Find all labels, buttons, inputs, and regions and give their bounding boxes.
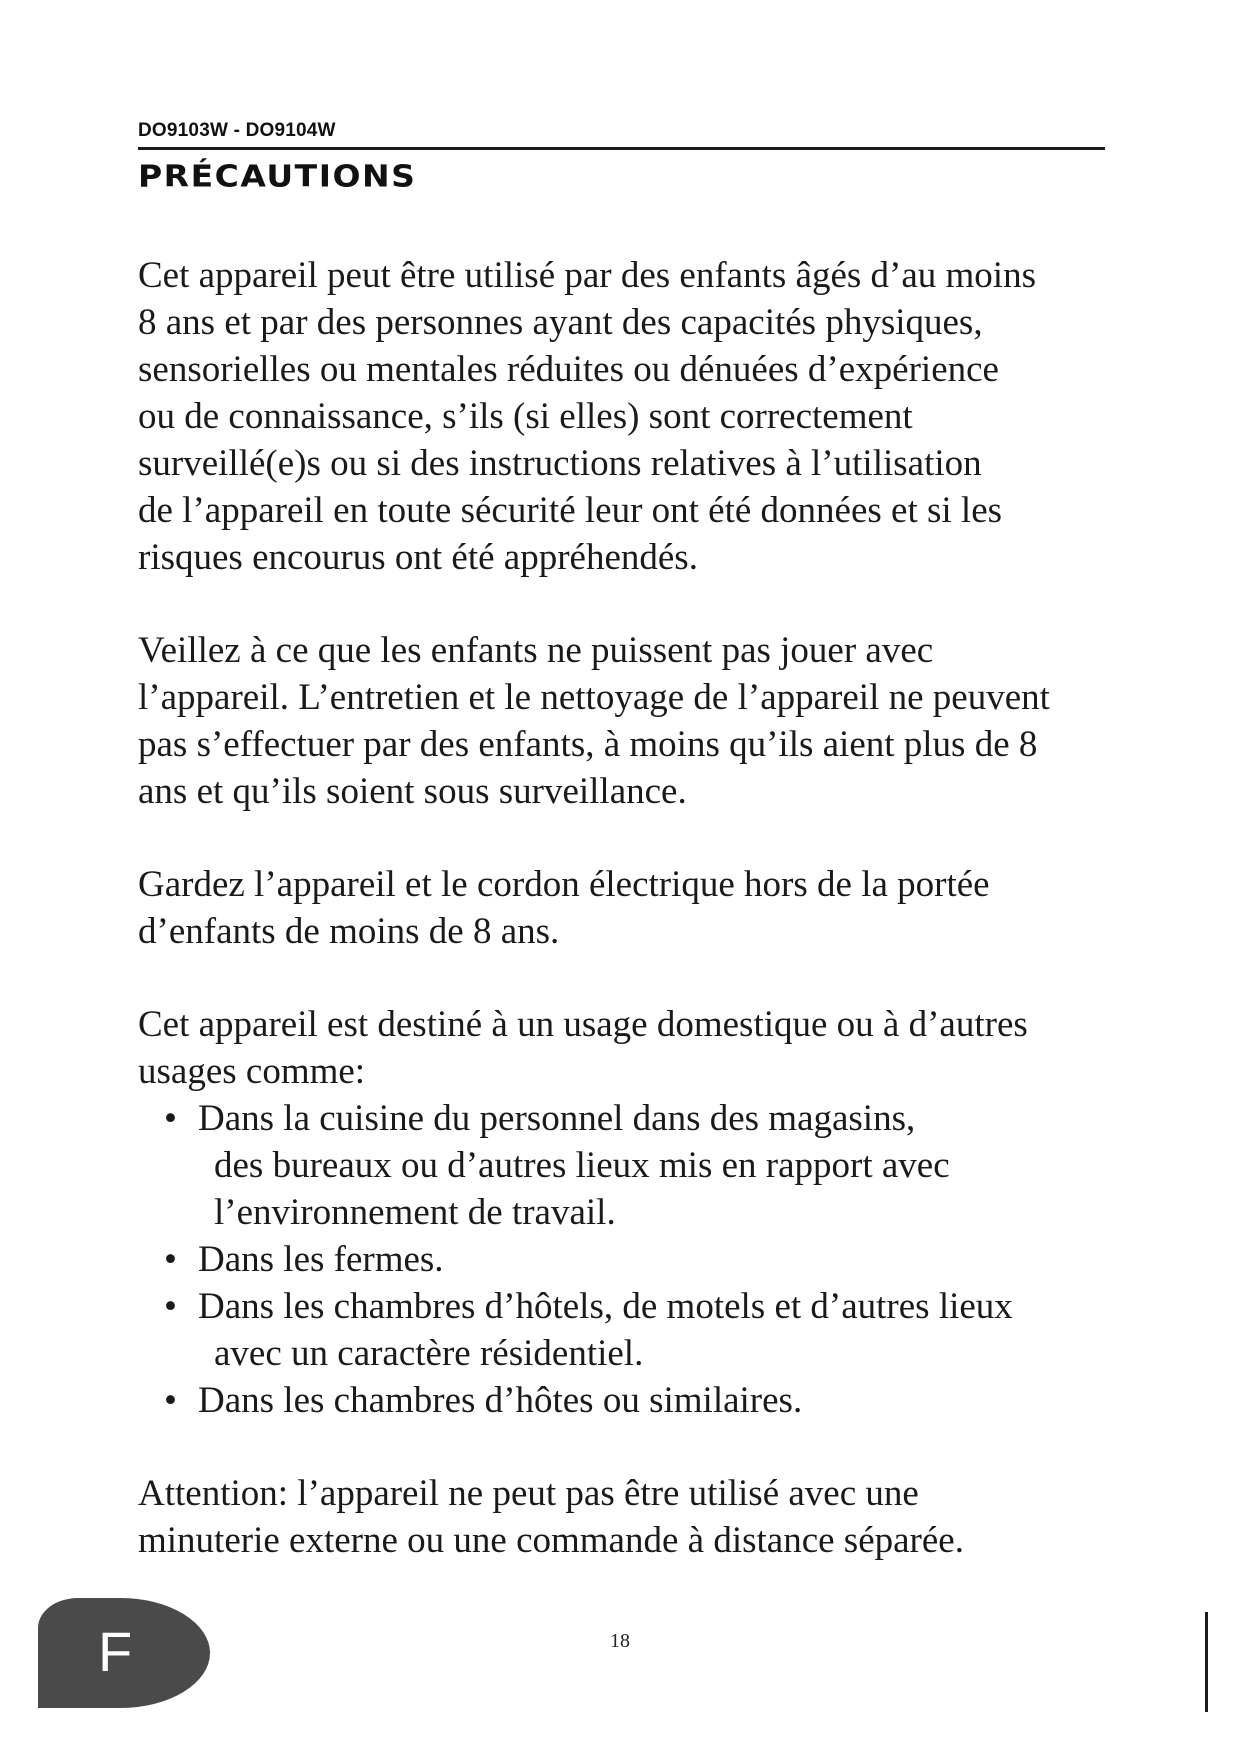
text-line: d’enfants de moins de 8 ans. <box>138 911 560 952</box>
text-line: Dans les chambres d’hôtes ou similaires. <box>198 1380 803 1421</box>
text-line: des bureaux ou d’autres lieux mis en rapport avec <box>214 1145 950 1186</box>
text-line: de l’appareil en toute sécurité leur ont été données et si les <box>138 490 1003 531</box>
text-line: Attention: l’appareil ne peut pas être utilisé avec une <box>138 1473 919 1514</box>
page-title: PRÉCAUTIONS <box>138 158 417 194</box>
document-body <box>138 252 1118 1610</box>
text-line: risques encourus ont été appréhendés. <box>138 537 698 578</box>
list-item <box>138 1377 1118 1424</box>
page-number: 18 <box>610 1630 630 1652</box>
usage-list <box>138 1095 1118 1424</box>
text-line: ou de connaissance, s’ils (si elles) sont correctement <box>138 396 913 437</box>
text-line: minuterie externe ou une commande à distance séparée. <box>138 1520 964 1561</box>
bullet-icon: • <box>164 1286 177 1327</box>
language-tab-label: F <box>98 1620 133 1683</box>
text-line: sensorielles ou mentales réduites ou dénuées d’expérience <box>138 349 999 390</box>
text-line: ans et qu’ils soient sous surveillance. <box>138 771 687 812</box>
header-divider <box>138 147 1105 150</box>
text-line: l’appareil. L’entretien et le nettoyage de l’appareil ne peuvent <box>138 677 1050 718</box>
paragraph-usage-persons <box>138 252 1118 581</box>
text-line: Gardez l’appareil et le cordon électrique hors de la portée <box>138 864 990 905</box>
bullet-icon: • <box>164 1380 177 1421</box>
list-item <box>138 1095 1118 1236</box>
paragraph-attention <box>138 1470 1118 1564</box>
paragraph-cord-reach <box>138 861 1118 955</box>
text-line: Cet appareil est destiné à un usage domestique ou à d’autres <box>138 1004 1028 1045</box>
paragraph-intended-use <box>138 1001 1118 1095</box>
text-line: Cet appareil peut être utilisé par des enfants âgés d’au moins <box>138 255 1036 296</box>
text-line: usages comme: <box>138 1051 366 1092</box>
bullet-icon: • <box>164 1239 177 1280</box>
list-item <box>138 1236 1118 1283</box>
text-line: Dans les chambres d’hôtels, de motels et d’autres lieux <box>198 1286 1013 1327</box>
list-item <box>138 1283 1118 1377</box>
bullet-icon: • <box>164 1098 177 1139</box>
text-line: 8 ans et par des personnes ayant des capacités physiques, <box>138 302 983 343</box>
text-line: surveillé(e)s ou si des instructions relatives à l’utilisation <box>138 443 982 484</box>
text-line: l’environnement de travail. <box>214 1192 616 1233</box>
text-line: Veillez à ce que les enfants ne puissent pas jouer avec <box>138 630 934 671</box>
text-line: avec un caractère résidentiel. <box>214 1333 644 1374</box>
paragraph-children-supervision <box>138 627 1118 815</box>
text-line: Dans la cuisine du personnel dans des magasins, <box>198 1098 916 1139</box>
text-line: Dans les fermes. <box>198 1239 444 1280</box>
margin-marker <box>1205 1612 1208 1712</box>
text-line: pas s’effectuer par des enfants, à moins qu’ils aient plus de 8 <box>138 724 1038 765</box>
model-number: DO9103W - DO9104W <box>138 120 336 141</box>
